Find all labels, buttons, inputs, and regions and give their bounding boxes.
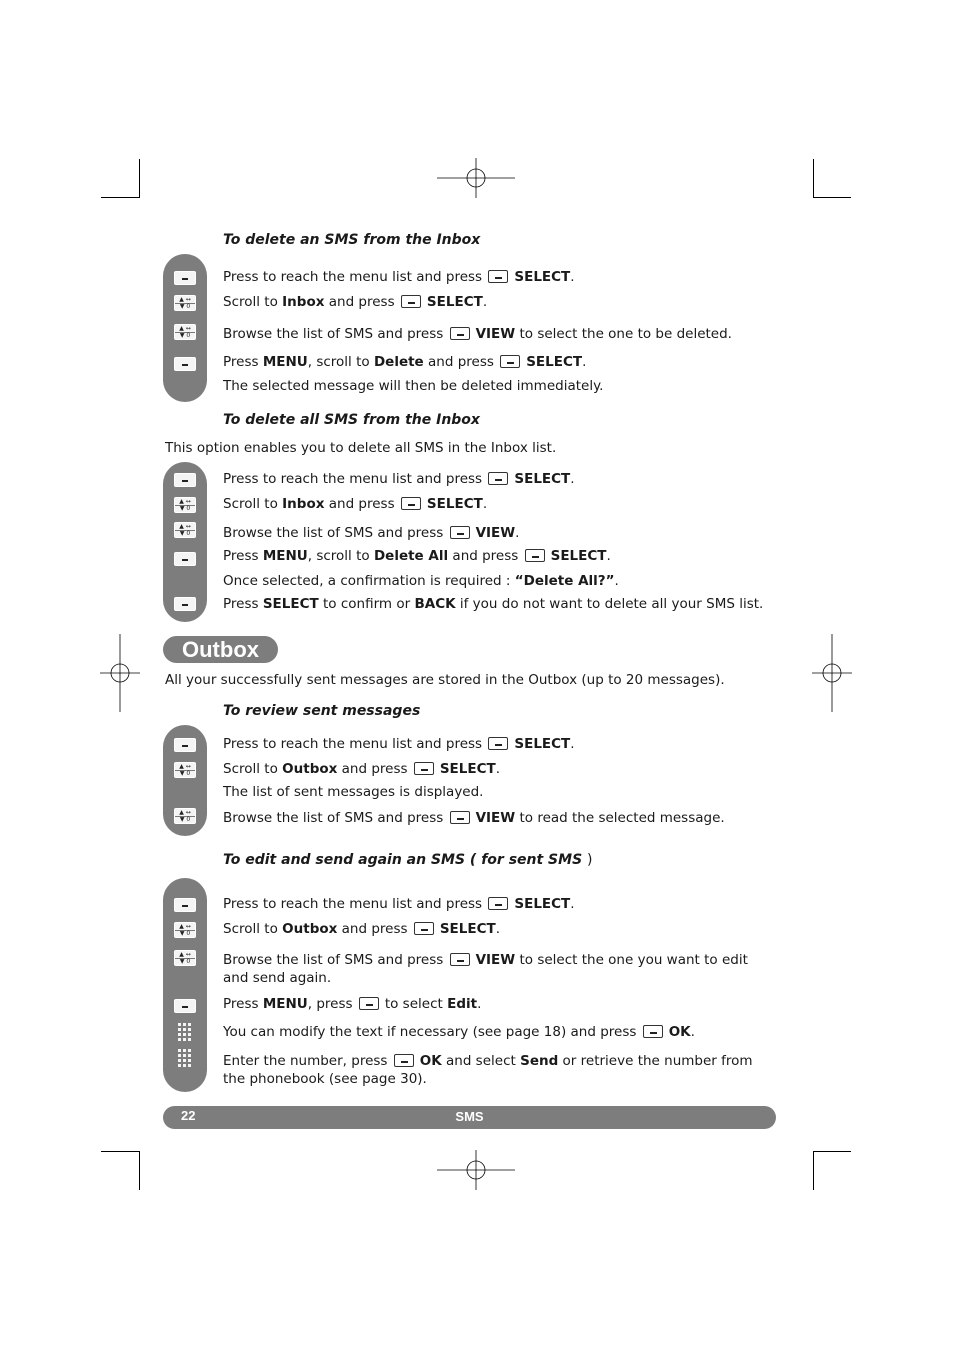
softkey-icon [414, 922, 434, 935]
crop-mark [139, 1151, 140, 1190]
nav-key-icon: ▲ ↔ ▼ 0 [174, 295, 196, 311]
softkey-icon [488, 472, 508, 485]
step-text: You can modify the text if necessary (see page 18) and press OK. [223, 1024, 695, 1040]
softkey-icon [450, 327, 470, 340]
step-text: Press SELECT to confirm or BACK if you do not want to delete all your SMS list. [223, 596, 764, 612]
softkey-icon [174, 597, 196, 611]
outbox-title: Outbox [163, 636, 278, 663]
keypad-icon [178, 1049, 192, 1067]
crop-mark [813, 1151, 814, 1190]
registration-mark-icon [100, 634, 140, 712]
page-footer [163, 1106, 776, 1129]
section-heading-edit-send: To edit and send again an SMS ( for sent SMS ) [223, 852, 593, 868]
crop-mark [139, 159, 140, 198]
softkey-icon [174, 999, 196, 1013]
softkey-icon [401, 295, 421, 308]
step-text: Browse the list of SMS and press VIEW. [223, 525, 520, 541]
softkey-icon [525, 549, 545, 562]
section-heading-review: To review sent messages [223, 703, 421, 719]
footer-section-title: SMS [455, 1109, 484, 1124]
step-text: Press MENU, press to select Edit. [223, 996, 482, 1012]
nav-key-icon: ▲ ↔ ▼ 0 [174, 762, 196, 778]
nav-key-icon: ▲ ↔ ▼ 0 [174, 950, 196, 966]
softkey-icon [174, 473, 196, 487]
nav-key-icon: ▲ ↔ ▼ 0 [174, 497, 196, 513]
crop-mark [813, 159, 814, 198]
softkey-icon [643, 1025, 663, 1038]
step-text: Scroll to Inbox and press SELECT. [223, 294, 488, 310]
keypad-icon [178, 1023, 192, 1041]
softkey-icon [174, 738, 196, 752]
crop-mark [101, 1151, 140, 1152]
crop-mark [813, 197, 851, 198]
intro-text: All your successfully sent messages are stored in the Outbox (up to 20 messages). [165, 672, 725, 688]
softkey-icon [414, 762, 434, 775]
softkey-icon [488, 737, 508, 750]
softkey-icon [450, 811, 470, 824]
step-text: Scroll to Outbox and press SELECT. [223, 921, 501, 937]
step-text: Press to reach the menu list and press SELECT. [223, 269, 575, 285]
nav-key-icon: ▲ ↔ ▼ 0 [174, 522, 196, 538]
step-text: Enter the number, press OK and select Send or retrieve the number from the phonebook (see page 30). [223, 1053, 753, 1087]
step-text: Press MENU, scroll to Delete and press SELECT. [223, 354, 587, 370]
section-heading-delete-all: To delete all SMS from the Inbox [223, 412, 480, 428]
registration-mark-icon [437, 1150, 515, 1190]
nav-key-icon: ▲ ↔ ▼ 0 [174, 808, 196, 824]
step-text: Browse the list of SMS and press VIEW to read the selected message. [223, 810, 725, 826]
step-text: The list of sent messages is displayed. [223, 784, 484, 800]
step-text: Press to reach the menu list and press SELECT. [223, 736, 575, 752]
crop-mark [813, 1151, 851, 1152]
softkey-icon [450, 526, 470, 539]
step-text: Browse the list of SMS and press VIEW to select the one to be deleted. [223, 326, 732, 342]
softkey-icon [394, 1054, 414, 1067]
step-text: Browse the list of SMS and press VIEW to select the one you want to edit and send again. [223, 952, 748, 986]
softkey-icon [174, 357, 196, 371]
step-text: Scroll to Inbox and press SELECT. [223, 496, 488, 512]
softkey-icon [401, 497, 421, 510]
softkey-icon [174, 552, 196, 566]
softkey-icon [174, 271, 196, 285]
step-text: Press MENU, scroll to Delete All and press SELECT. [223, 548, 611, 564]
page-number: 22 [181, 1108, 196, 1123]
registration-mark-icon [437, 158, 515, 198]
softkey-icon [359, 997, 379, 1010]
step-text: Once selected, a confirmation is required : “Delete All?”. [223, 573, 619, 589]
step-text: The selected message will then be deleted immediately. [223, 378, 604, 394]
registration-mark-icon [812, 634, 852, 712]
softkey-icon [500, 355, 520, 368]
step-text: Press to reach the menu list and press SELECT. [223, 896, 575, 912]
softkey-icon [488, 897, 508, 910]
nav-key-icon: ▲ ↔ ▼ 0 [174, 324, 196, 340]
crop-mark [101, 197, 140, 198]
step-text: Scroll to Outbox and press SELECT. [223, 761, 501, 777]
section-heading-delete-sms: To delete an SMS from the Inbox [223, 232, 481, 248]
softkey-icon [450, 953, 470, 966]
softkey-icon [488, 270, 508, 283]
nav-key-icon: ▲ ↔ ▼ 0 [174, 922, 196, 938]
intro-text: This option enables you to delete all SMS in the Inbox list. [165, 440, 557, 456]
softkey-icon [174, 898, 196, 912]
step-text: Press to reach the menu list and press SELECT. [223, 471, 575, 487]
